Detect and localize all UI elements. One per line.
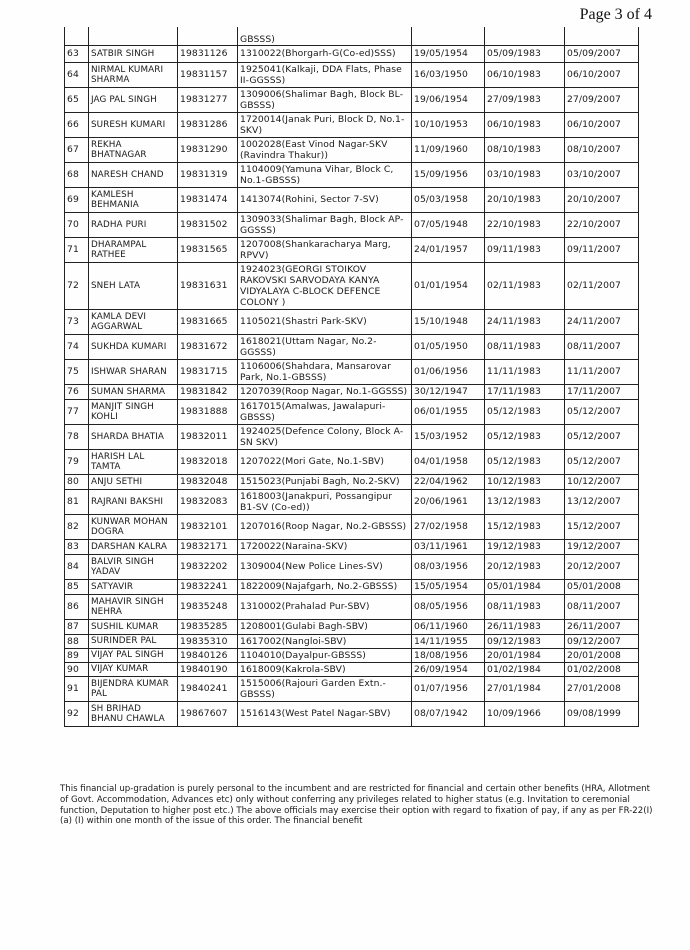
cell-employee-id: 19831286: [178, 112, 238, 137]
cell-date-of-birth: 16/03/1950: [412, 62, 485, 87]
cell-name: BIJENDRA KUMAR PAL: [89, 676, 178, 701]
cell-date-of-birth: 18/08/1956: [412, 648, 485, 662]
cell-upgradation-date: 08/10/2007: [565, 137, 639, 162]
cell-upgradation-date: 09/11/2007: [565, 237, 639, 262]
cell-date-of-birth: 01/05/1950: [412, 334, 485, 359]
staff-upgradation-table: [64, 27, 639, 727]
cell-date-of-joining: 09/11/1983: [485, 237, 565, 262]
cell-serial: 90: [65, 662, 89, 676]
table-row: [65, 539, 639, 554]
cell-upgradation-date: 08/11/2007: [565, 334, 639, 359]
cell-employee-id: 19831715: [178, 359, 238, 384]
cell-name: REKHA BHATNAGAR: [89, 137, 178, 162]
cell-name: [89, 27, 178, 45]
cell-upgradation-date: 20/10/2007: [565, 187, 639, 212]
cell-serial: 78: [65, 424, 89, 449]
table-row: [65, 399, 639, 424]
cell-date-of-joining: 06/10/1983: [485, 112, 565, 137]
cell-name: NIRMAL KUMARI SHARMA: [89, 62, 178, 87]
cell-name: KAMLESH BEHMANIA: [89, 187, 178, 212]
cell-date-of-birth: 26/09/1954: [412, 662, 485, 676]
cell-upgradation-date: 26/11/2007: [565, 619, 639, 634]
cell-date-of-birth: 19/06/1954: [412, 87, 485, 112]
cell-school: 1618021(Uttam Nagar, No.2-GGSSS): [238, 334, 412, 359]
cell-date-of-birth: 01/06/1956: [412, 359, 485, 384]
cell-date-of-joining: 05/12/1983: [485, 424, 565, 449]
cell-date-of-birth: 06/01/1955: [412, 399, 485, 424]
cell-date-of-joining: 27/01/1984: [485, 676, 565, 701]
cell-employee-id: 19831888: [178, 399, 238, 424]
cell-school: 1002028(East Vinod Nagar-SKV (Ravindra Thakur)): [238, 137, 412, 162]
cell-date-of-birth: 05/03/1958: [412, 187, 485, 212]
cell-school: 1618009(Kakrola-SBV): [238, 662, 412, 676]
cell-date-of-joining: 08/11/1983: [485, 334, 565, 359]
cell-school: 1309006(Shalimar Bagh, Block BL-GBSSS): [238, 87, 412, 112]
cell-employee-id: 19831672: [178, 334, 238, 359]
cell-date-of-joining: 10/12/1983: [485, 474, 565, 489]
cell-date-of-birth: 20/06/1961: [412, 489, 485, 514]
cell-serial: 81: [65, 489, 89, 514]
cell-date-of-birth: [412, 27, 485, 45]
table-row: [65, 62, 639, 87]
cell-date-of-joining: 09/12/1983: [485, 634, 565, 648]
table-row: [65, 676, 639, 701]
cell-employee-id: 19835248: [178, 594, 238, 619]
table-row: [65, 137, 639, 162]
cell-date-of-joining: 20/10/1983: [485, 187, 565, 212]
cell-upgradation-date: 09/12/2007: [565, 634, 639, 648]
table-row: [65, 594, 639, 619]
table-row: [65, 619, 639, 634]
table-row: [65, 162, 639, 187]
table-row: [65, 474, 639, 489]
cell-school: 1309033(Shalimar Bagh, Block AP-GGSSS): [238, 212, 412, 237]
cell-school: GBSSS): [238, 27, 412, 45]
cell-school: 1516143(West Patel Nagar-SBV): [238, 701, 412, 726]
cell-employee-id: 19840190: [178, 662, 238, 676]
cell-employee-id: 19832101: [178, 514, 238, 539]
table-row: [65, 384, 639, 399]
cell-school: 1617002(Nangloi-SBV): [238, 634, 412, 648]
cell-serial: 70: [65, 212, 89, 237]
cell-upgradation-date: 20/01/2008: [565, 648, 639, 662]
cell-name: MANJIT SINGH KOHLI: [89, 399, 178, 424]
table-row: [65, 449, 639, 474]
cell-name: SH BRIHAD BHANU CHAWLA: [89, 701, 178, 726]
cell-serial: 92: [65, 701, 89, 726]
cell-employee-id: 19831502: [178, 212, 238, 237]
cell-upgradation-date: 24/11/2007: [565, 309, 639, 334]
cell-serial: 91: [65, 676, 89, 701]
table-row: [65, 514, 639, 539]
table-row: [65, 648, 639, 662]
cell-upgradation-date: 03/10/2007: [565, 162, 639, 187]
cell-upgradation-date: 01/02/2008: [565, 662, 639, 676]
cell-upgradation-date: 05/12/2007: [565, 449, 639, 474]
cell-date-of-birth: 07/05/1948: [412, 212, 485, 237]
cell-school: 1207039(Roop Nagar, No.1-GGSSS): [238, 384, 412, 399]
cell-date-of-joining: 24/11/1983: [485, 309, 565, 334]
cell-date-of-joining: 05/09/1983: [485, 45, 565, 62]
cell-date-of-birth: 10/10/1953: [412, 112, 485, 137]
cell-employee-id: 19831290: [178, 137, 238, 162]
cell-name: KUNWAR MOHAN DOGRA: [89, 514, 178, 539]
cell-school: 1515023(Punjabi Bagh, No.2-SKV): [238, 474, 412, 489]
cell-upgradation-date: 10/12/2007: [565, 474, 639, 489]
cell-school: 1925041(Kalkaji, DDA Flats, Phase II-GGSSS): [238, 62, 412, 87]
cell-date-of-birth: 30/12/1947: [412, 384, 485, 399]
cell-name: SATYAVIR: [89, 579, 178, 594]
cell-upgradation-date: 05/01/2008: [565, 579, 639, 594]
cell-employee-id: 19831319: [178, 162, 238, 187]
table-row: [65, 87, 639, 112]
cell-school: 1208001(Gulabi Bagh-SBV): [238, 619, 412, 634]
table-row: [65, 662, 639, 676]
cell-school: 1207016(Roop Nagar, No.2-GBSSS): [238, 514, 412, 539]
cell-name: SUMAN SHARMA: [89, 384, 178, 399]
cell-school: 1720022(Naraina-SKV): [238, 539, 412, 554]
table-body: [65, 27, 639, 726]
cell-serial: 72: [65, 262, 89, 309]
cell-name: ANJU SETHI: [89, 474, 178, 489]
cell-serial: [65, 27, 89, 45]
cell-name: JAG PAL SINGH: [89, 87, 178, 112]
cell-date-of-birth: 11/09/1960: [412, 137, 485, 162]
cell-upgradation-date: 20/12/2007: [565, 554, 639, 579]
cell-name: DHARAMPAL RATHEE: [89, 237, 178, 262]
cell-serial: 67: [65, 137, 89, 162]
cell-employee-id: 19831842: [178, 384, 238, 399]
cell-name: ISHWAR SHARAN: [89, 359, 178, 384]
cell-school: 1924023(GEORGI STOIKOV RAKOVSKI SARVODAYA KANYA VIDYALAYA C-BLOCK DEFENCE COLONY ): [238, 262, 412, 309]
cell-date-of-birth: 15/03/1952: [412, 424, 485, 449]
cell-date-of-birth: 03/11/1961: [412, 539, 485, 554]
cell-school: 1924025(Defence Colony, Block A- SN SKV): [238, 424, 412, 449]
cell-name: HARISH LAL TAMTA: [89, 449, 178, 474]
cell-serial: 69: [65, 187, 89, 212]
cell-date-of-birth: 01/07/1956: [412, 676, 485, 701]
cell-upgradation-date: 11/11/2007: [565, 359, 639, 384]
cell-serial: 68: [65, 162, 89, 187]
cell-employee-id: 19831474: [178, 187, 238, 212]
cell-date-of-birth: 15/10/1948: [412, 309, 485, 334]
cell-serial: 88: [65, 634, 89, 648]
cell-date-of-joining: [485, 27, 565, 45]
cell-employee-id: 19840241: [178, 676, 238, 701]
cell-name: VIJAY PAL SINGH: [89, 648, 178, 662]
cell-date-of-joining: 05/12/1983: [485, 399, 565, 424]
cell-date-of-birth: 22/04/1962: [412, 474, 485, 489]
cell-date-of-joining: 02/11/1983: [485, 262, 565, 309]
cell-date-of-joining: 27/09/1983: [485, 87, 565, 112]
cell-serial: 63: [65, 45, 89, 62]
cell-serial: 83: [65, 539, 89, 554]
cell-employee-id: 19832011: [178, 424, 238, 449]
cell-employee-id: 19835285: [178, 619, 238, 634]
cell-name: SNEH LATA: [89, 262, 178, 309]
cell-employee-id: 19832241: [178, 579, 238, 594]
cell-upgradation-date: 27/09/2007: [565, 87, 639, 112]
cell-employee-id: 19832048: [178, 474, 238, 489]
cell-serial: 75: [65, 359, 89, 384]
cell-upgradation-date: 22/10/2007: [565, 212, 639, 237]
cell-name: NARESH CHAND: [89, 162, 178, 187]
cell-serial: 89: [65, 648, 89, 662]
table-row: [65, 334, 639, 359]
cell-employee-id: 19831565: [178, 237, 238, 262]
cell-name: SUSHIL KUMAR: [89, 619, 178, 634]
cell-name: SUKHDA KUMARI: [89, 334, 178, 359]
table-row: [65, 554, 639, 579]
table-row: [65, 112, 639, 137]
cell-employee-id: 19831665: [178, 309, 238, 334]
cell-date-of-joining: 15/12/1983: [485, 514, 565, 539]
table-row: [65, 45, 639, 62]
cell-school: 1720014(Janak Puri, Block D, No.1-SKV): [238, 112, 412, 137]
cell-date-of-birth: 06/11/1960: [412, 619, 485, 634]
cell-employee-id: 19831126: [178, 45, 238, 62]
cell-serial: 64: [65, 62, 89, 87]
continuation-row: [65, 27, 639, 45]
cell-employee-id: 19832018: [178, 449, 238, 474]
cell-name: MAHAVIR SINGH NEHRA: [89, 594, 178, 619]
cell-employee-id: 19832202: [178, 554, 238, 579]
cell-employee-id: 19832083: [178, 489, 238, 514]
cell-date-of-joining: 01/02/1984: [485, 662, 565, 676]
cell-date-of-joining: 26/11/1983: [485, 619, 565, 634]
table-row: [65, 489, 639, 514]
cell-date-of-joining: 10/09/1966: [485, 701, 565, 726]
cell-date-of-joining: 08/11/1983: [485, 594, 565, 619]
cell-date-of-joining: 03/10/1983: [485, 162, 565, 187]
cell-upgradation-date: 06/10/2007: [565, 62, 639, 87]
cell-serial: 76: [65, 384, 89, 399]
cell-school: 1104010(Dayalpur-GBSSS): [238, 648, 412, 662]
cell-upgradation-date: 27/01/2008: [565, 676, 639, 701]
cell-school: 1310022(Bhorgarh-G(Co-ed)SSS): [238, 45, 412, 62]
cell-name: VIJAY KUMAR: [89, 662, 178, 676]
cell-name: SURINDER PAL: [89, 634, 178, 648]
cell-upgradation-date: 19/12/2007: [565, 539, 639, 554]
cell-school: 1105021(Shastri Park-SKV): [238, 309, 412, 334]
cell-name: DARSHAN KALRA: [89, 539, 178, 554]
table-row: [65, 424, 639, 449]
cell-serial: 85: [65, 579, 89, 594]
cell-serial: 87: [65, 619, 89, 634]
table-row: [65, 237, 639, 262]
cell-date-of-birth: 08/07/1942: [412, 701, 485, 726]
cell-serial: 73: [65, 309, 89, 334]
cell-date-of-joining: 20/12/1983: [485, 554, 565, 579]
table-row: [65, 579, 639, 594]
cell-date-of-birth: 08/03/1956: [412, 554, 485, 579]
table-row: [65, 212, 639, 237]
table-row: [65, 359, 639, 384]
cell-school: 1309004(New Police Lines-SV): [238, 554, 412, 579]
cell-date-of-birth: 08/05/1956: [412, 594, 485, 619]
cell-name: KAMLA DEVI AGGARWAL: [89, 309, 178, 334]
cell-date-of-birth: 24/01/1957: [412, 237, 485, 262]
cell-date-of-joining: 05/01/1984: [485, 579, 565, 594]
cell-serial: 80: [65, 474, 89, 489]
cell-date-of-joining: 06/10/1983: [485, 62, 565, 87]
cell-upgradation-date: 06/10/2007: [565, 112, 639, 137]
cell-school: 1822009(Najafgarh, No.2-GBSSS): [238, 579, 412, 594]
cell-name: SURESH KUMARI: [89, 112, 178, 137]
cell-upgradation-date: 15/12/2007: [565, 514, 639, 539]
cell-upgradation-date: 09/08/1999: [565, 701, 639, 726]
cell-employee-id: 19831631: [178, 262, 238, 309]
cell-date-of-birth: 19/05/1954: [412, 45, 485, 62]
page-number-label: Page 3 of 4: [579, 6, 652, 23]
cell-employee-id: 19840126: [178, 648, 238, 662]
cell-date-of-birth: 04/01/1958: [412, 449, 485, 474]
cell-serial: 86: [65, 594, 89, 619]
cell-name: BALVIR SINGH YADAV: [89, 554, 178, 579]
cell-date-of-birth: 27/02/1958: [412, 514, 485, 539]
cell-upgradation-date: 05/09/2007: [565, 45, 639, 62]
cell-school: 1617015(Amalwas, Jawalapuri-GBSSS): [238, 399, 412, 424]
cell-school: 1618003(Janakpuri, Possangipur B1-SV (Co-ed)): [238, 489, 412, 514]
cell-name: RADHA PURI: [89, 212, 178, 237]
cell-upgradation-date: 05/12/2007: [565, 424, 639, 449]
cell-serial: 79: [65, 449, 89, 474]
cell-name: SHARDA BHATIA: [89, 424, 178, 449]
cell-serial: 65: [65, 87, 89, 112]
table-row: [65, 187, 639, 212]
table-row: [65, 701, 639, 726]
cell-serial: 84: [65, 554, 89, 579]
cell-upgradation-date: 02/11/2007: [565, 262, 639, 309]
cell-date-of-joining: 17/11/1983: [485, 384, 565, 399]
cell-upgradation-date: 17/11/2007: [565, 384, 639, 399]
cell-school: 1106006(Shahdara, Mansarovar Park, No.1-GBSSS): [238, 359, 412, 384]
cell-upgradation-date: [565, 27, 639, 45]
cell-date-of-joining: 11/11/1983: [485, 359, 565, 384]
cell-name: SATBIR SINGH: [89, 45, 178, 62]
cell-employee-id: 19832171: [178, 539, 238, 554]
cell-serial: 74: [65, 334, 89, 359]
cell-school: 1310002(Prahalad Pur-SBV): [238, 594, 412, 619]
cell-date-of-joining: 08/10/1983: [485, 137, 565, 162]
cell-serial: 77: [65, 399, 89, 424]
cell-school: 1104009(Yamuna Vihar, Block C, No.1-GBSSS): [238, 162, 412, 187]
cell-upgradation-date: 13/12/2007: [565, 489, 639, 514]
table-row: [65, 634, 639, 648]
cell-serial: 82: [65, 514, 89, 539]
cell-employee-id: [178, 27, 238, 45]
cell-date-of-birth: 14/11/1955: [412, 634, 485, 648]
cell-date-of-birth: 15/05/1954: [412, 579, 485, 594]
cell-upgradation-date: 08/11/2007: [565, 594, 639, 619]
cell-serial: 71: [65, 237, 89, 262]
cell-date-of-joining: 05/12/1983: [485, 449, 565, 474]
cell-serial: 66: [65, 112, 89, 137]
cell-name: RAJRANI BAKSHI: [89, 489, 178, 514]
cell-employee-id: 19831277: [178, 87, 238, 112]
cell-school: 1207022(Mori Gate, No.1-SBV): [238, 449, 412, 474]
cell-date-of-birth: 01/01/1954: [412, 262, 485, 309]
cell-employee-id: 19867607: [178, 701, 238, 726]
footer-note: This financial up-gradation is purely personal to the incumbent and are restricted for financial and certain other benefits (HRA, Allotment of Govt. Accommodation, Advances etc) only without conferring any privileges related to higher status (e.g. Invitation to ceremonial function, Deputation to higher post etc.) The above officials may exercise their option with regard to fixation of pay, if any as per FR-22(I) (a) (I) within one month of the issue of this order. The financial benefit: [60, 784, 653, 827]
table-row: [65, 309, 639, 334]
cell-employee-id: 19831157: [178, 62, 238, 87]
cell-date-of-joining: 13/12/1983: [485, 489, 565, 514]
cell-date-of-joining: 22/10/1983: [485, 212, 565, 237]
cell-upgradation-date: 05/12/2007: [565, 399, 639, 424]
cell-school: 1413074(Rohini, Sector 7-SV): [238, 187, 412, 212]
cell-date-of-joining: 20/01/1984: [485, 648, 565, 662]
cell-employee-id: 19835310: [178, 634, 238, 648]
cell-date-of-birth: 15/09/1956: [412, 162, 485, 187]
cell-school: 1515006(Rajouri Garden Extn.-GBSSS): [238, 676, 412, 701]
cell-school: 1207008(Shankaracharya Marg, RPVV): [238, 237, 412, 262]
table-row: [65, 262, 639, 309]
cell-date-of-joining: 19/12/1983: [485, 539, 565, 554]
